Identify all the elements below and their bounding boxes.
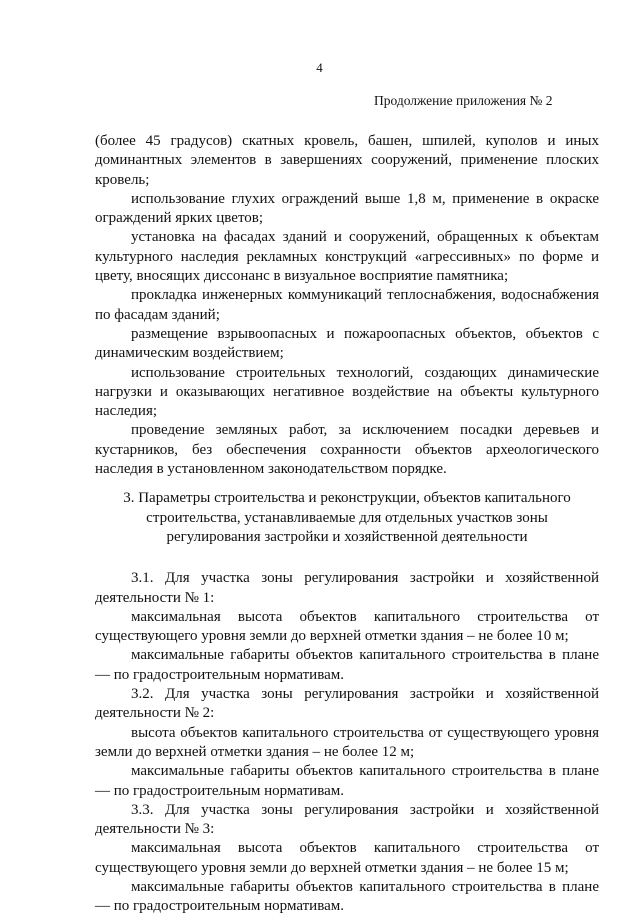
subsection-item: максимальные габариты объектов капитального строительства в плане — по градостроительным нормативам. (95, 763, 599, 799)
page-number: 4 (316, 60, 323, 75)
paragraph: проведение земляных работ, за исключением посадки деревьев и кустарников, без обеспечения сохранности объектов археологического наследия в установленном законодательством порядке. (95, 422, 599, 478)
paragraph: установка на фасадах зданий и сооружений, обращенных к объектам культурного наследия рекламных конструкций «агрессивных» по форме и цвету, вносящих диссонанс в визуальное восприятие памятника; (95, 229, 599, 285)
subsection-item: максимальные габариты объектов капитального строительства в плане — по градостроительным нормативам. (95, 647, 599, 683)
paragraph: прокладка инженерных коммуникаций теплоснабжения, водоснабжения по фасадам зданий; (95, 287, 599, 323)
paragraph: использование глухих ограждений выше 1,8 м, применение в окраске ограждений ярких цветов; (95, 190, 599, 227)
subsection-item: максимальные габариты объектов капитального строительства в плане — по градостроительным нормативам. (95, 878, 599, 915)
subsection-heading: 3.3. Для участка зоны регулирования застройки и хозяйственной деятельности № 3: (95, 801, 599, 838)
subsection-heading: 3.1. Для участка зоны регулирования застройки и хозяйственной деятельности № 1: (95, 570, 599, 606)
document-body (95, 132, 599, 917)
subsection-heading: 3.2. Для участка зоны регулирования застройки и хозяйственной деятельности № 2: (95, 686, 599, 722)
subsection-item: максимальная высота объектов капитального строительства от существующего уровня земли до верхней отметки здания – не более 15 м; (95, 840, 599, 876)
section-title: 3. Параметры строительства и реконструкции, объектов капитального строительства, устанавливаемые для отдельных участков зоны регулирования застройки и хозяйственной деятельности (123, 490, 571, 545)
appendix-continuation-note: Продолжение приложения № 2 (374, 93, 553, 108)
paragraph: (более 45 градусов) скатных кровель, башен, шпилей, куполов и иных доминантных элементов в завершениях сооружений, применение плоских кровель; (95, 133, 599, 188)
subsection-item: высота объектов капитального строительства от существующего уровня земли до верхней отметки здания – не более 12 м; (95, 724, 599, 760)
paragraph: использование строительных технологий, создающих динамические нагрузки и оказывающих негативное воздействие на объекты культурного наследия; (95, 364, 599, 420)
subsection-item: максимальная высота объектов капитального строительства от существующего уровня земли до верхней отметки здания – не более 10 м; (95, 608, 599, 645)
paragraph: размещение взрывоопасных и пожароопасных объектов, объектов с динамическим воздействием; (95, 325, 599, 362)
